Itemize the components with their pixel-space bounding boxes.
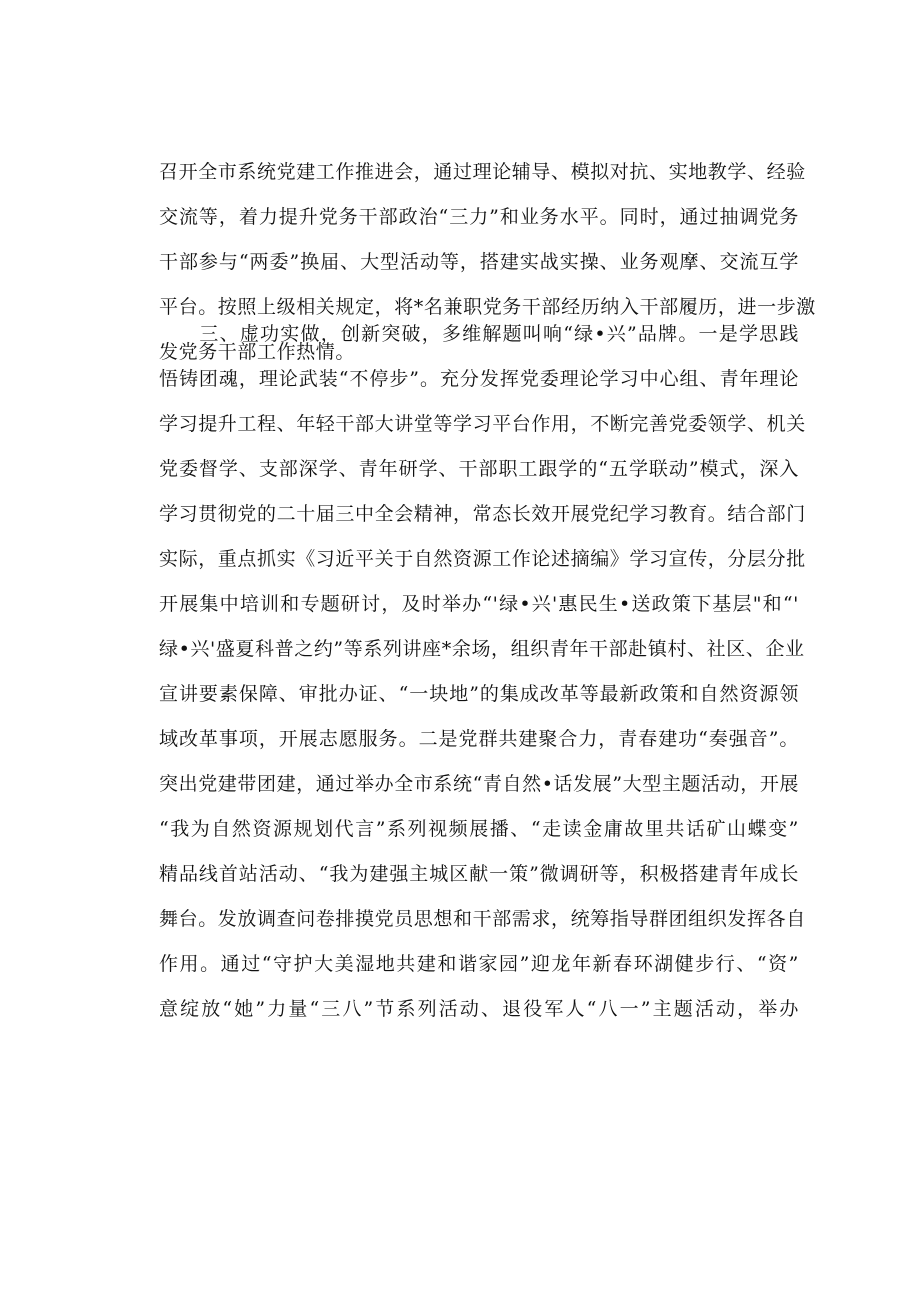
text-line: 实际，重点抓实《习近平关于自然资源工作论述摘编》学习宣传，分层分批 xyxy=(159,548,806,570)
text-line: 干部参与“两委”换届、大型活动等，搭建实战实操、业务观摩、交流互学 xyxy=(159,251,799,273)
text-line: 学习提升工程、年轻干部大讲堂等学习平台作用，不断完善党委领学、机关 xyxy=(159,413,806,435)
text-line: 悟铸团魂，理论武装“不停步”。充分发挥党委理论学习中心组、青年理论 xyxy=(159,368,799,390)
text-line: 宣讲要素保障、审批办证、“一块地”的集成改革等最新政策和自然资源领 xyxy=(159,683,799,705)
text-line: 开展集中培训和专题研讨，及时举办“'绿•兴'惠民生•送政策下基层"和“' xyxy=(159,593,799,615)
text-line: 舞台。发放调查问卷排摸党员思想和干部需求，统筹指导群团组织发挥各自 xyxy=(159,908,806,930)
text-line: 学习贯彻党的二十届三中全会精神，常态长效开展党纪学习教育。结合部门 xyxy=(159,503,806,525)
text-line: 召开全市系统党建工作推进会，通过理论辅导、模拟对抗、实地教学、经验 xyxy=(159,161,806,183)
text-line: 平台。按照上级相关规定，将*名兼职党务干部经历纳入干部履历，进一步激 xyxy=(159,296,816,318)
section-heading-line: 三、虚功实做，创新突破，多维解题叫响“绿•兴”品牌。一是学思践 xyxy=(159,323,799,345)
paragraph-section-three xyxy=(159,312,806,1032)
text-line: 发党务干部工作热情。 xyxy=(159,341,356,363)
text-line: 精品线首站活动、“我为建强主城区献一策”微调研等，积极搭建青年成长 xyxy=(159,863,799,885)
text-line: 作用。通过“守护大美湿地共建和谐家园”迎龙年新春环湖健步行、“资” xyxy=(159,953,799,975)
text-line: 党委督学、支部深学、青年研学、干部职工跟学的“五学联动”模式，深入 xyxy=(159,458,799,480)
text-line: 意绽放“她”力量“三八”节系列活动、退役军人“八一”主题活动，举办 xyxy=(159,998,799,1020)
text-line: 绿•兴'盛夏科普之约”等系列讲座*余场，组织青年干部赴镇村、社区、企业 xyxy=(159,638,805,660)
text-line: 交流等，着力提升党务干部政治“三力”和业务水平。同时，通过抽调党务 xyxy=(159,206,799,228)
text-line: 突出党建带团建，通过举办全市系统“青自然•话发展”大型主题活动，开展 xyxy=(159,773,800,795)
text-line: 域改革事项，开展志愿服务。二是党群共建聚合力，青春建功“奏强音”。 xyxy=(159,728,799,750)
text-line: “我为自然资源规划代言”系列视频展播、“走读金庸故里共话矿山蝶变” xyxy=(159,818,799,840)
